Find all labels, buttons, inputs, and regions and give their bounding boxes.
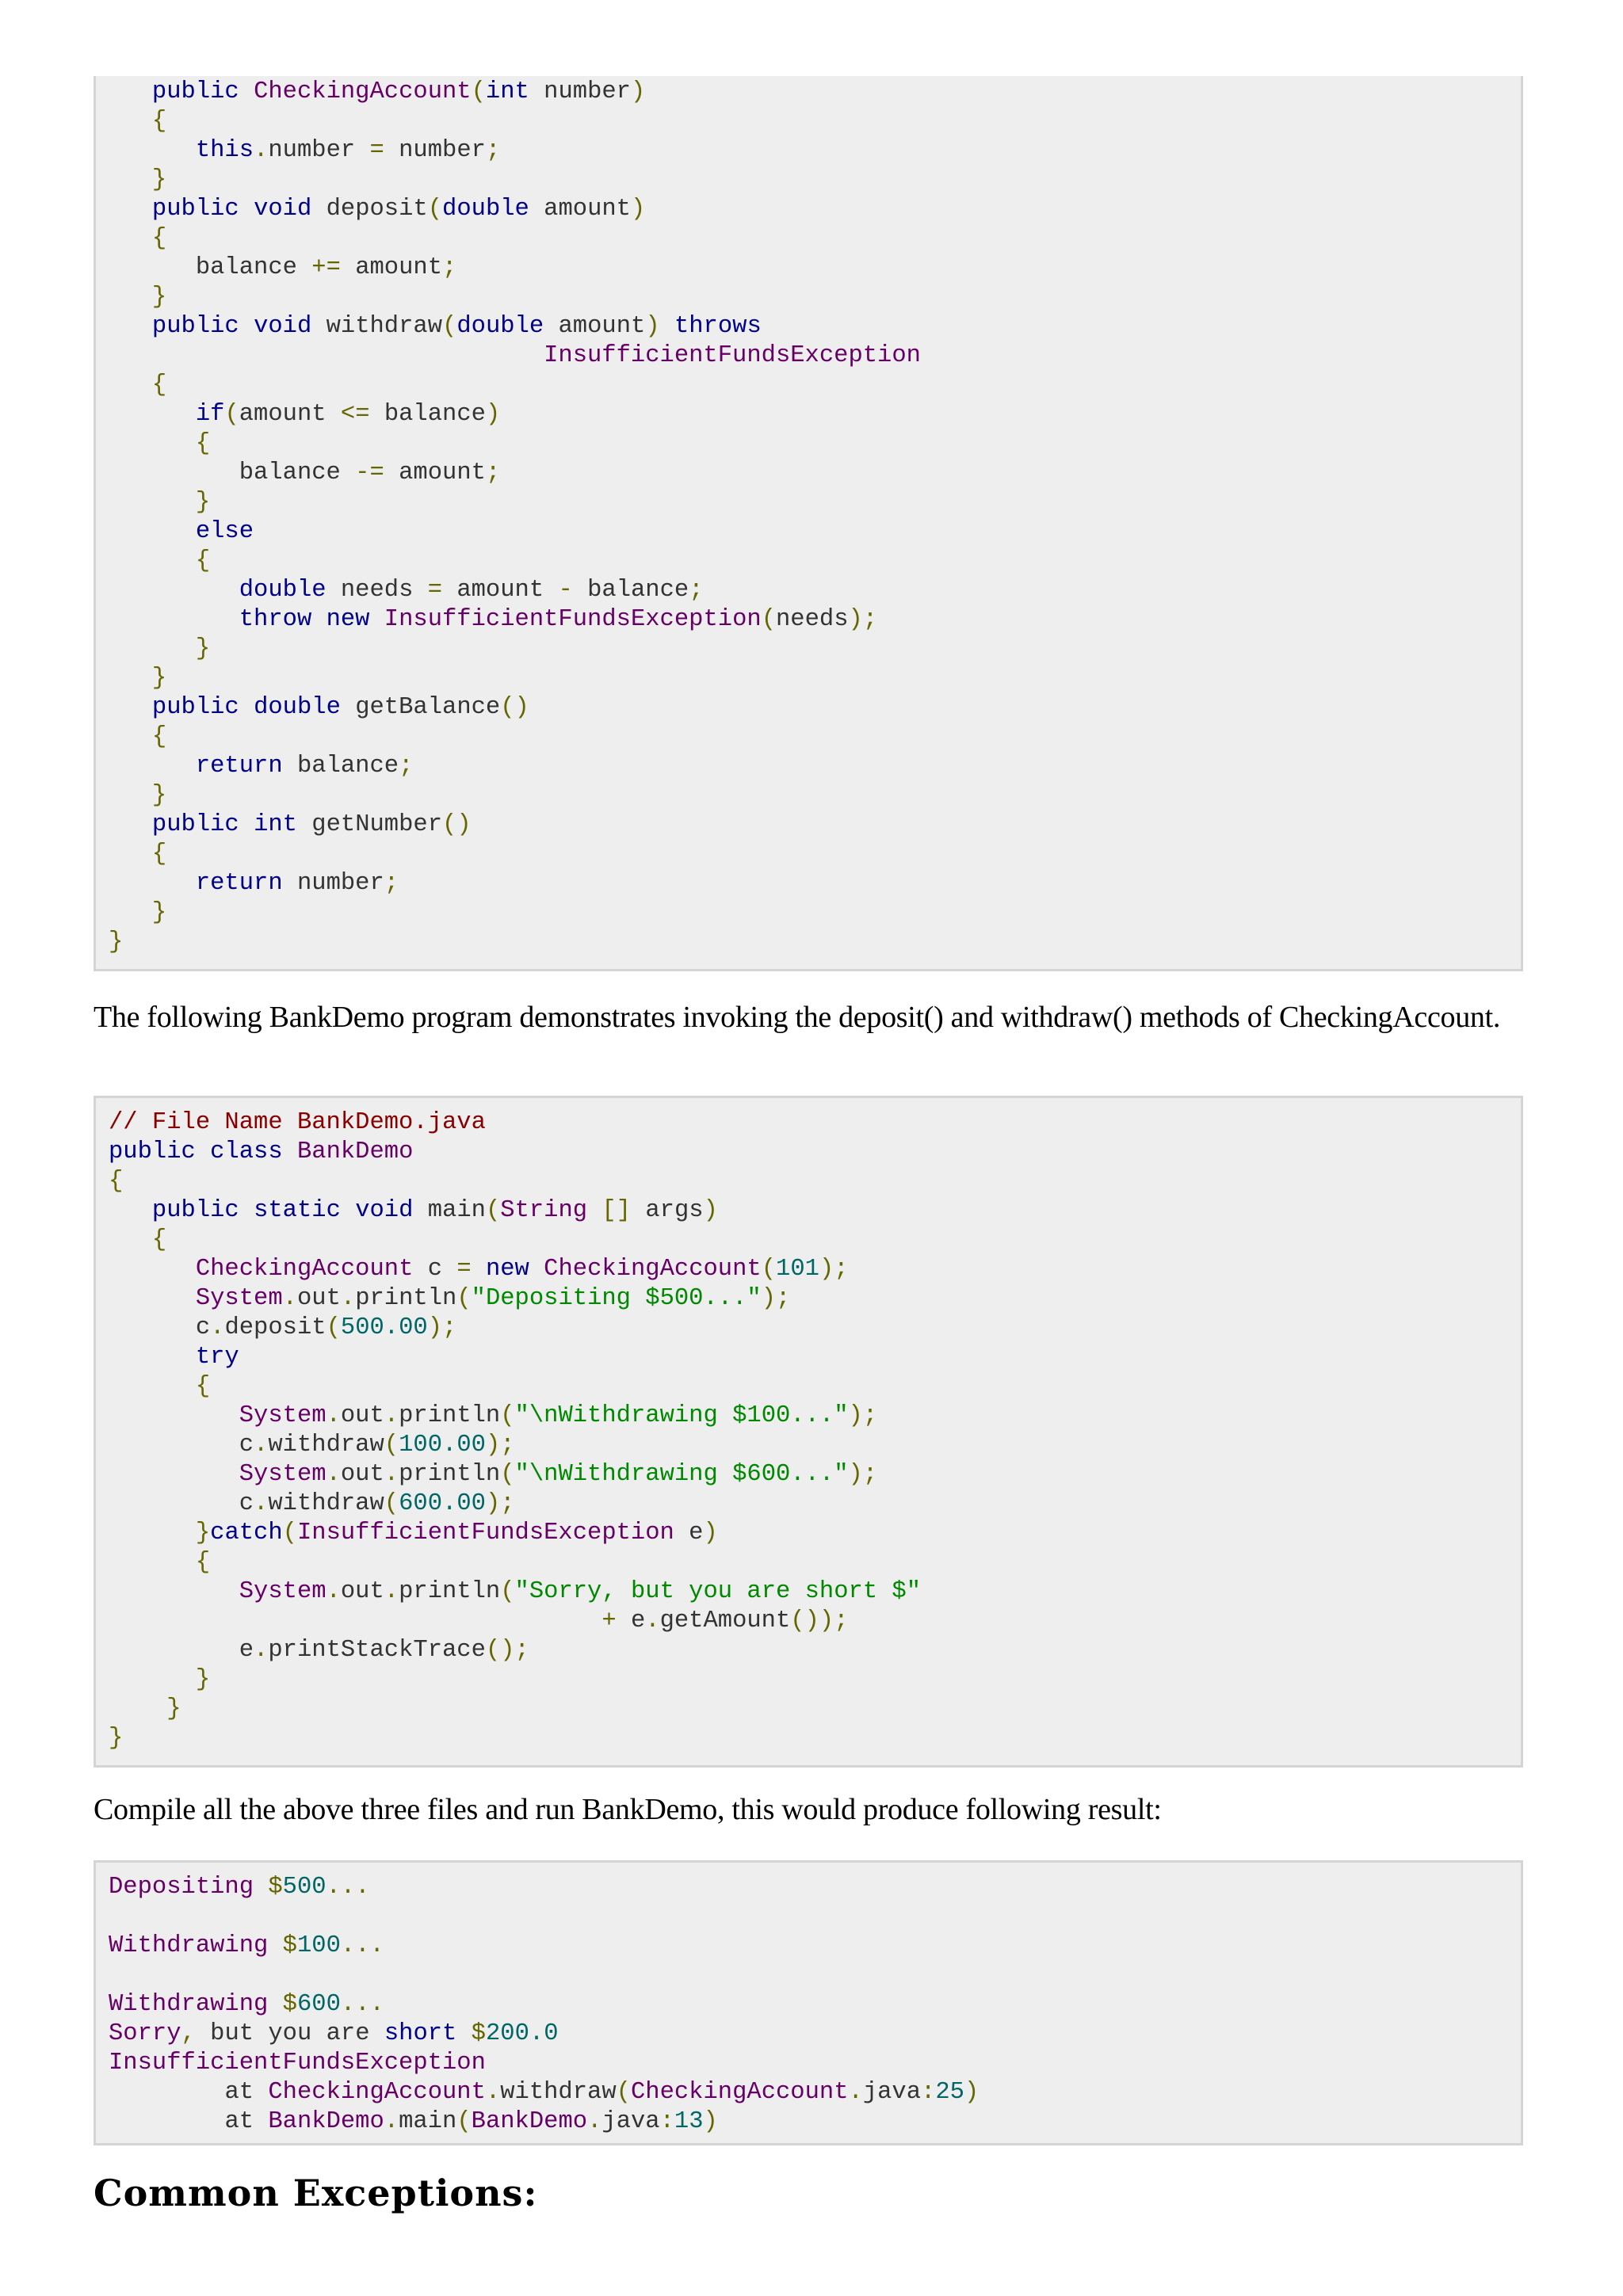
code-block-bankdemo (94, 1096, 1523, 1768)
code-block-checking-account (94, 76, 1523, 971)
code-text: // File Name BankDemo.java public class BankDemo { public static void main(String [] args) { CheckingAccount c = new CheckingAccount(101); System.out.println("Depositing $500..."); c.deposit(500.00); try { System.out.println("\nWithdrawing $100..."); c.withdraw(100.00); System.out.println("\nWithdrawing $600..."); c.withdraw(600.00); }catch(InsufficientFundsException e) { System.out.println("Sorry, but you are short $" + e.getAmount()); e.printStackTrace(); } } } (109, 1109, 922, 1752)
code-text: Depositing $500... Withdrawing $100... Withdrawing $600... Sorry, but you are short $200.0 InsufficientFundsException at CheckingAccount.withdraw(CheckingAccount.java:25) at BankDemo.main(BankDemo.java:13) (109, 1874, 980, 2135)
code-block-output (94, 1860, 1523, 2145)
paragraph-compile-instructions: Compile all the above three files and run BankDemo, this would produce following result: (94, 1793, 1162, 1826)
paragraph-bankdemo-intro: The following BankDemo program demonstrates invoking the deposit() and withdraw() methods of CheckingAccount. (94, 1001, 1501, 1034)
section-heading: Common Exceptions: (94, 2172, 538, 2214)
code-text: public CheckingAccount(int number) { this.number = number; } public void deposit(double amount) { balance += amount; } public void withdraw(double amount) throws InsufficientFundsException { if(amount <= balance) { balance -= amount; } else { double needs = amount - balance; throw new InsufficientFundsException(needs); } } public double getBalance() { return balance; } public int getNumber() { return number; } } (109, 78, 921, 955)
